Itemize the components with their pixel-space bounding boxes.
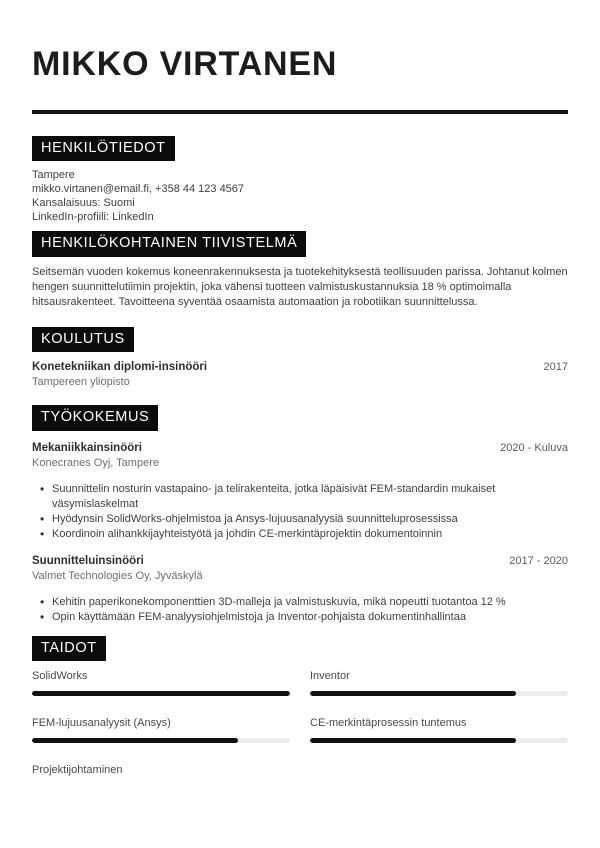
summary-text: Seitsemän vuoden kokemus koneenrakennuksesta ja tuotekehityksestä teollisuuden parissa. Johtanut kolmen hengen suunnittelutiimin projektin, joka vähensi tuotteen valmistuskustannuksia 18 % optimoimalla hitsausrakenteet. Tavoitteena syventää osaamista automaation ja robotiikan suunnittelussa. xyxy=(32,265,568,308)
experience-entry xyxy=(32,553,568,625)
section-title-personal: HENKILÖTIEDOT xyxy=(32,136,175,162)
skills-grid xyxy=(32,669,568,785)
company-name: Valmet Technologies Oy, Jyväskylä xyxy=(32,569,203,582)
skill-bar-fill xyxy=(310,691,516,696)
education-entry xyxy=(32,359,568,375)
job-bullet-list xyxy=(32,482,568,542)
skill-bar-fill xyxy=(310,738,516,743)
skill-bar xyxy=(32,691,290,696)
job-date: 2020 - Kuluva xyxy=(500,441,568,454)
resume-name: MIKKO VIRTANEN xyxy=(32,45,338,83)
bullet-item: • Hyödynsin SolidWorks-ohjelmistoa ja Ansys-lujuusanalyysiä suunnitteluprosessissa xyxy=(32,512,568,527)
contact-block xyxy=(32,169,568,224)
skill-item xyxy=(32,763,290,785)
skill-label: Projektijohtaminen xyxy=(32,764,123,777)
skill-label: CE-merkintäprosessin tuntemus xyxy=(310,717,467,730)
skill-bar xyxy=(310,691,568,696)
skill-label: Inventor xyxy=(310,670,350,683)
job-bullet-list xyxy=(32,595,568,625)
experience-entry xyxy=(32,440,568,542)
job-title: Suunnitteluinsinööri xyxy=(32,554,144,567)
contact-linkedin: LinkedIn-profiili: LinkedIn xyxy=(32,210,154,223)
school-name: Tampereen yliopisto xyxy=(32,376,130,389)
section-title-skills: TAIDOT xyxy=(32,636,106,662)
skill-bar-fill xyxy=(32,738,238,743)
skill-item xyxy=(310,669,568,696)
degree-title: Konetekniikan diplomi-insinööri xyxy=(32,361,208,374)
skill-item xyxy=(310,716,568,743)
section-title-education: KOULUTUS xyxy=(32,327,134,353)
skill-item xyxy=(32,716,290,743)
skill-bar xyxy=(32,738,290,743)
bullet-item: • Suunnittelin nosturin vastapaino- ja telirakenteita, jotka läpäisivät FEM-standardin mukaiset väsymislaskelmat xyxy=(32,482,568,512)
degree-date: 2017 xyxy=(543,361,568,374)
skill-label: FEM-lujuusanalyysit (Ansys) xyxy=(32,717,171,730)
contact-email-phone: mikko.virtanen@email.fi, +358 44 123 4567 xyxy=(32,183,245,196)
bullet-item: • Koordinoin alihankkijayhteistyötä ja johdin CE-merkintäprojektin dokumentoinnin xyxy=(32,527,568,542)
bullet-item: • Kehitin paperikonekomponenttien 3D-malleja ja valmistuskuvia, mikä nopeutti tuotantoa 12 % xyxy=(32,595,568,610)
contact-city: Tampere xyxy=(32,169,75,182)
job-date: 2017 - 2020 xyxy=(509,554,568,567)
bullet-item: • Opin käyttämään FEM-analyysiohjelmistoja ja Inventor-pohjaista dokumentinhallintaa xyxy=(32,610,568,625)
name-underline xyxy=(32,110,568,114)
section-title-summary: HENKILÖKOHTAINEN TIIVISTELMÄ xyxy=(32,231,306,257)
job-title: Mekaniikkainsinööri xyxy=(32,441,142,454)
skill-item xyxy=(32,669,290,696)
contact-nationality: Kansalaisuus: Suomi xyxy=(32,196,135,209)
skill-bar xyxy=(310,738,568,743)
skill-bar-fill xyxy=(32,691,290,696)
section-title-experience: TYÖKOKEMUS xyxy=(32,405,158,431)
skill-label: SolidWorks xyxy=(32,670,88,683)
company-name: Konecranes Oyj, Tampere xyxy=(32,456,159,469)
